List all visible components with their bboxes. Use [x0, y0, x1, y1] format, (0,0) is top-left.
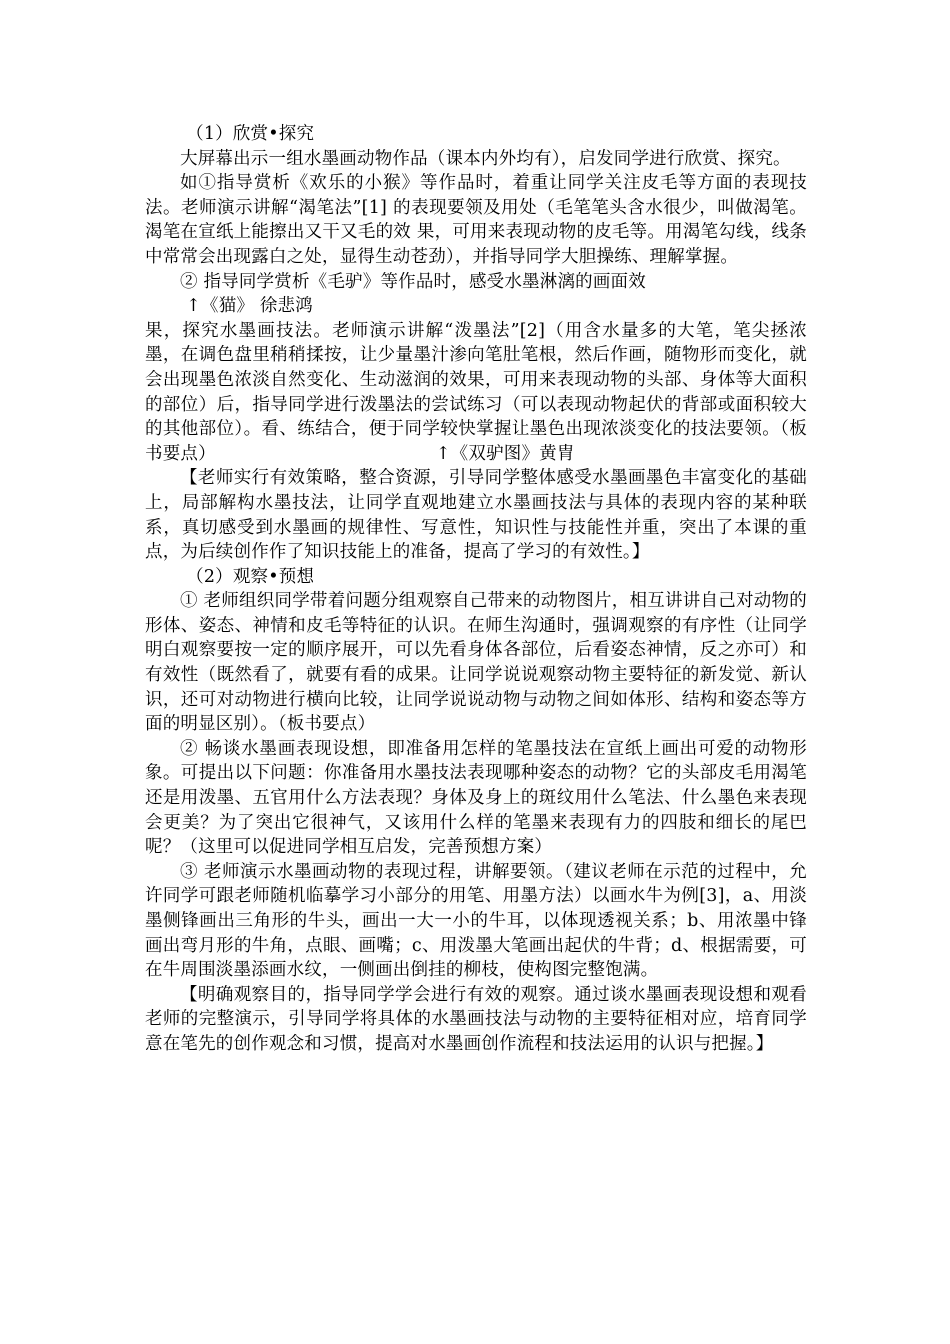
paragraph: ② 指导同学赏析《毛驴》等作品时，感受水墨淋漓的画面效 [180, 271, 646, 292]
paragraph: ① 老师组织同学带着问题分组观察自己带来的动物图片，相互讲讲自己对动物的形体、姿态、神情和皮毛等特征的认识。在师生沟通时，强调观察的有序性（让同学明白观察要按一定的顺序展开，可以先看身体各部位，后看姿态神情，反之亦可）和有效性（既然看了，就要有看的成果。让同学说说观察动物主要特征的新发觉、新认识，还可对动物进行横向比较，让同学说说动物与动物之间如体形、结构和姿态等方面的明显区别）。（板书要点） [145, 591, 807, 735]
image-caption-cat: ↑《猫》 徐悲鸿 [186, 296, 313, 317]
paragraph-text: 果，探究水墨画技法。老师演示讲解“泼墨法”[2]（用含水量多的大笔，笔尖拯浓墨，在调色盘里稍稍揉按，让少量墨汁渗向笔肚笔根，然后作画，随物形而变化，就会出现墨色浓淡自然变化、生动滋润的效果，可用来表现动物的头部、身体等大面积的部位）后，指导同学进行泼墨法的尝试练习（可以表现动物起伏的背部或面积较大的其他部位）。看、练结合，便于同学较快掌握让墨色出现浓淡变化的技法要领。（板书要点） [145, 320, 807, 464]
document-body [145, 122, 807, 1057]
teaching-note: 【老师实行有效策略，整合资源，引导同学整体感受水墨画墨色丰富变化的基础上，局部解构水墨技法，让同学直观地建立水墨画技法与具体的表现内容的某种联系，真切感受到水墨画的规律性、写意性，知识性与技能性并重，突出了本课的重点，为后续创作作了知识技能上的准备，提高了学习的有效性。】 [145, 468, 807, 563]
paragraph: ② 畅谈水墨画表现设想，即准备用怎样的笔墨技法在宣纸上画出可爱的动物形象。可提出以下问题：你准备用水墨技法表现哪种姿态的动物？它的头部皮毛用渴笔还是用泼墨、五官用什么方法表现？身体及身上的斑纹用什么笔法、什么墨色来表现会更美？为了突出它很神气，又该用什么样的笔墨来表现有力的四肢和细长的尾巴呢？（这里可以促进同学相互启发，完善预想方案） [145, 738, 807, 858]
paragraph: 如①指导赏析《欢乐的小猴》等作品时，着重让同学关注皮毛等方面的表现技法。老师演示讲解“渴笔法”[1] 的表现要领及用处（毛笔笔头含水很少，叫做渴笔。渴笔在宣纸上能擦出又干又毛的效 果，可用来表现动物的皮毛等。用渴笔勾线，线条中常常会出现露白之处，显得生动苍劲），并指导同学大胆操练、理解掌握。 [145, 173, 807, 267]
section-heading-appreciation: （1）欣赏•探究 [186, 124, 315, 144]
paragraph: ③ 老师演示水墨画动物的表现过程，讲解要领。（建议老师在示范的过程中，允许同学可跟老师随机临摹学习小部分的用笔、用墨方法）以画水牛为例[3]，a、用淡墨侧锋画出三角形的牛头，画出一大一小的牛耳，以体现透视关系；b、用浓墨中锋画出弯月形的牛角，点眼、画嘴；c、用泼墨大笔画出起伏的牛背；d、根据需要，可在牛周围淡墨添画水纹，一侧画出倒挂的柳枝，使构图完整饱满。 [145, 861, 807, 981]
paragraph: 大屏幕出示一组水墨画动物作品（课本内外均有），启发同学进行欣赏、探究。 [180, 148, 791, 169]
image-caption-donkey: ↑《双驴图》黄胄 [435, 443, 575, 464]
paragraph [145, 319, 807, 467]
teaching-note: 【明确观察目的，指导同学学会进行有效的观察。通过谈水墨画表现设想和观看老师的完整演示，引导同学将具体的水墨画技法与动物的主要特征相对应，培育同学意在笔先的创作观念和习惯，提高对水墨画创作流程和技法运用的认识与把握。】 [145, 984, 807, 1054]
section-heading-observation: （2）观察•预想 [186, 566, 315, 587]
